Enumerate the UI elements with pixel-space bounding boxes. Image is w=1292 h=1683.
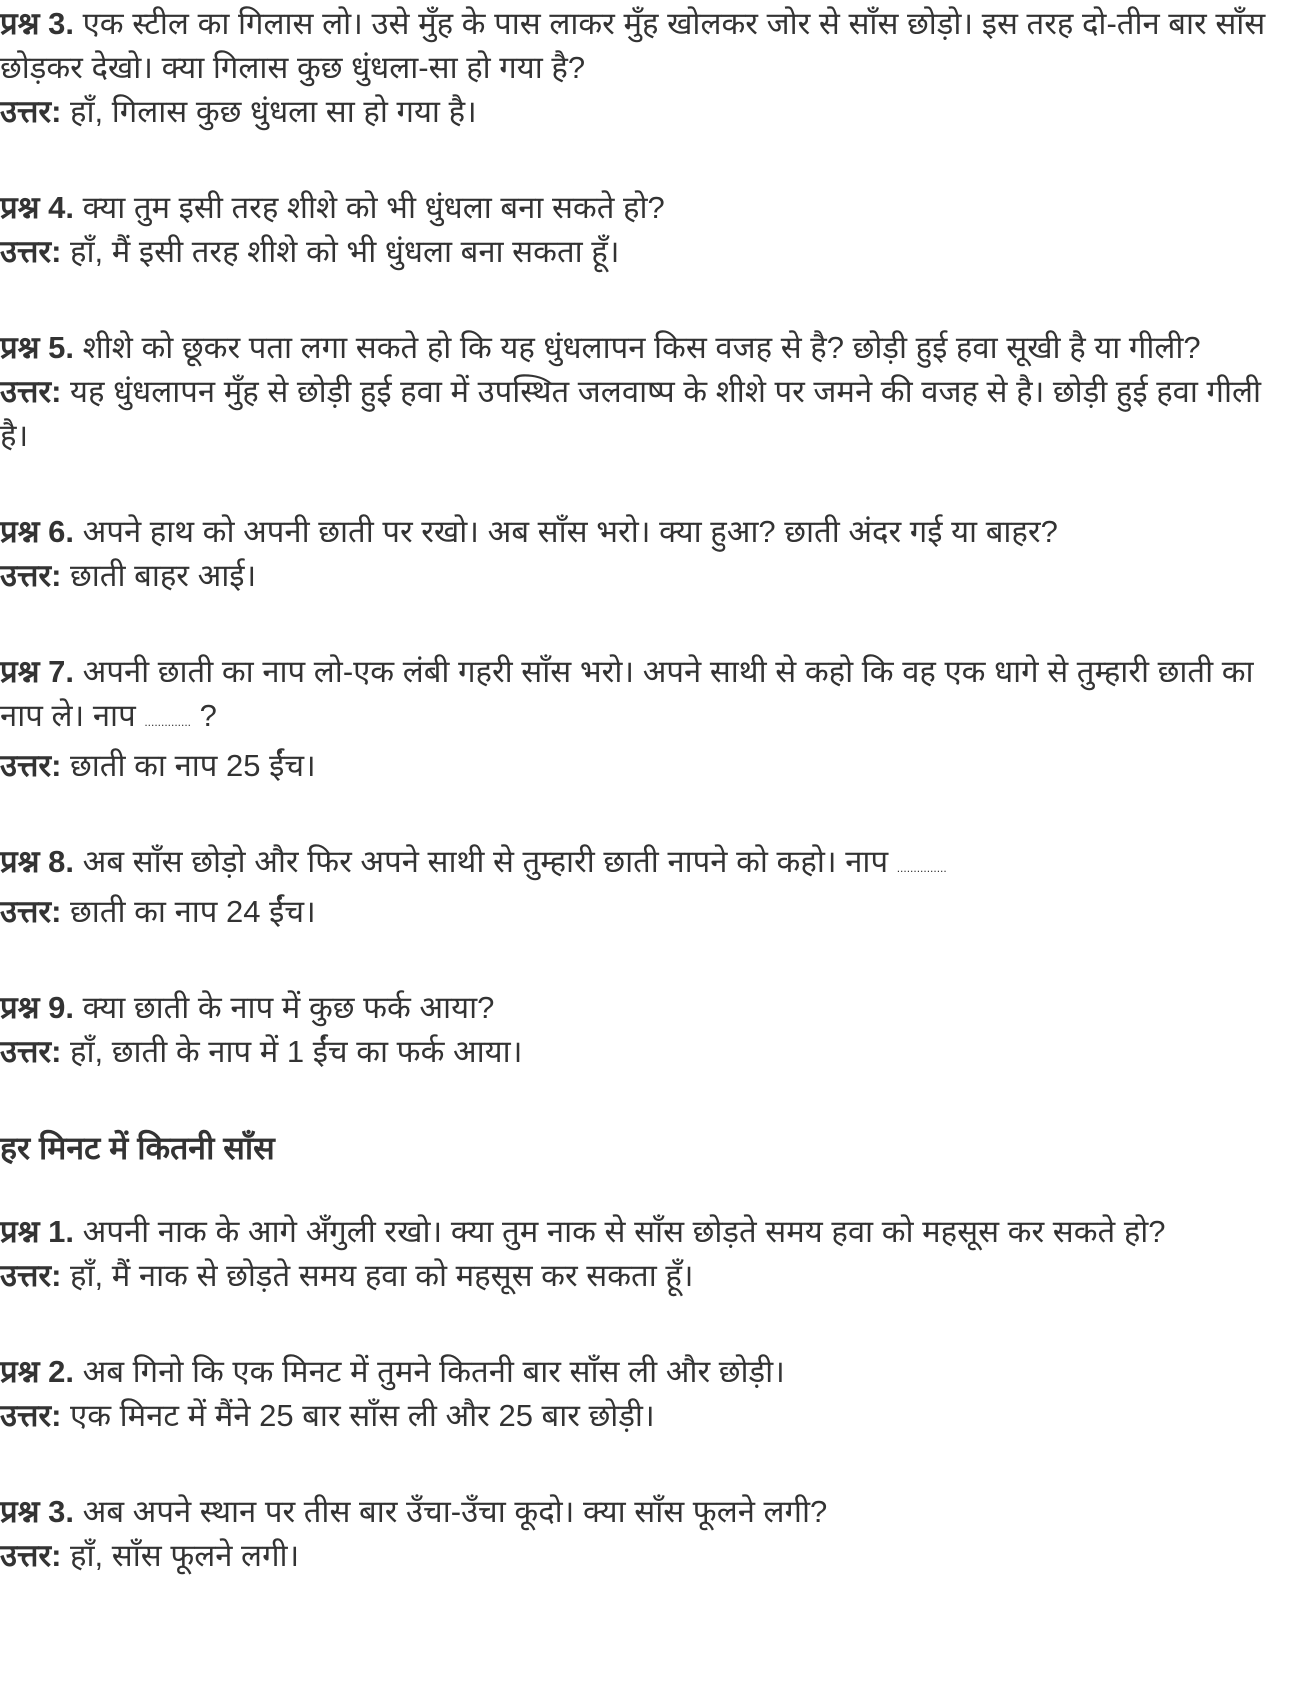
answer-blank: ...............	[896, 861, 947, 875]
question-label: प्रश्न 3.	[0, 6, 75, 41]
answer-text: हाँ, मैं नाक से छोड़ते समय हवा को महसूस कर सकता हूँ।	[70, 1258, 694, 1293]
question-text-after: ?	[191, 698, 217, 733]
answer-text: छाती बाहर आई।	[70, 558, 257, 593]
qa-block	[0, 2, 1292, 134]
answer-label: उत्तर:	[0, 1398, 62, 1433]
question-line	[0, 1490, 1292, 1534]
question-label: प्रश्न 4.	[0, 190, 75, 225]
answer-line	[0, 1534, 1292, 1578]
answer-line	[0, 1254, 1292, 1298]
answer-text: हाँ, साँस फूलने लगी।	[70, 1538, 300, 1573]
answer-text: एक मिनट में मैंने 25 बार साँस ली और 25 बार छोड़ी।	[70, 1398, 655, 1433]
answer-blank: ..............	[144, 715, 191, 729]
question-line	[0, 840, 1292, 890]
question-text: क्या छाती के नाप में कुछ फर्क आया?	[82, 990, 495, 1025]
answer-label: उत्तर:	[0, 894, 62, 929]
qa-block	[0, 326, 1292, 458]
question-line	[0, 2, 1292, 90]
answer-text: हाँ, गिलास कुछ धुंधला सा हो गया है।	[70, 94, 477, 129]
answer-line	[0, 1030, 1292, 1074]
question-label: प्रश्न 5.	[0, 330, 75, 365]
question-line	[0, 1210, 1292, 1254]
question-text: अपने हाथ को अपनी छाती पर रखो। अब साँस भरो। क्या हुआ? छाती अंदर गई या बाहर?	[82, 514, 1058, 549]
answer-line	[0, 230, 1292, 274]
answer-text: हाँ, छाती के नाप में 1 ईंच का फर्क आया।	[70, 1034, 523, 1069]
question-text: अब अपने स्थान पर तीस बार उँचा-उँचा कूदो। क्या साँस फूलने लगी?	[82, 1494, 828, 1529]
qa-block	[0, 986, 1292, 1074]
answer-label: उत्तर:	[0, 558, 62, 593]
question-text: अपनी नाक के आगे अँगुली रखो। क्या तुम नाक से साँस छोड़ते समय हवा को महसूस कर सकते हो?	[82, 1214, 1166, 1249]
answer-text: हाँ, मैं इसी तरह शीशे को भी धुंधला बना सकता हूँ।	[70, 234, 620, 269]
answer-label: उत्तर:	[0, 1034, 62, 1069]
qa-block	[0, 840, 1292, 934]
question-line	[0, 186, 1292, 230]
question-label: प्रश्न 2.	[0, 1354, 75, 1389]
answer-label: उत्तर:	[0, 94, 62, 129]
answer-line	[0, 744, 1292, 788]
question-text: एक स्टील का गिलास लो। उसे मुँह के पास लाकर मुँह खोलकर जोर से साँस छोड़ो। इस तरह दो-तीन बार साँस छोड़कर देखो। क्या गिलास कुछ धुंधला-सा हो गया है?	[0, 6, 1266, 85]
answer-line	[0, 554, 1292, 598]
answer-text: छाती का नाप 24 ईंच।	[70, 894, 316, 929]
question-text: क्या तुम इसी तरह शीशे को भी धुंधला बना सकते हो?	[82, 190, 665, 225]
answer-label: उत्तर:	[0, 1538, 62, 1573]
answer-label: उत्तर:	[0, 748, 62, 783]
qa-block	[0, 1490, 1292, 1578]
qa-block	[0, 1210, 1292, 1298]
qa-block	[0, 1350, 1292, 1438]
question-line	[0, 326, 1292, 370]
question-text: अपनी छाती का नाप लो-एक लंबी गहरी साँस भरो। अपने साथी से कहो कि वह एक धागे से तुम्हारी छाती का नाप ले। नाप	[0, 654, 1254, 733]
question-label: प्रश्न 1.	[0, 1214, 75, 1249]
answer-line	[0, 890, 1292, 934]
answer-line	[0, 90, 1292, 134]
question-label: प्रश्न 8.	[0, 844, 75, 879]
question-text: अब गिनो कि एक मिनट में तुमने कितनी बार साँस ली और छोड़ी।	[82, 1354, 785, 1389]
question-line	[0, 510, 1292, 554]
answer-text: यह धुंधलापन मुँह से छोड़ी हुई हवा में उपस्थित जलवाष्प के शीशे पर जमने की वजह से है। छोड़ी हुई हवा गीली है।	[0, 374, 1262, 453]
answer-label: उत्तर:	[0, 1258, 62, 1293]
answer-line	[0, 370, 1292, 458]
answer-line	[0, 1394, 1292, 1438]
qa-block	[0, 650, 1292, 788]
question-label: प्रश्न 7.	[0, 654, 75, 689]
section-heading: हर मिनट में कितनी साँस	[0, 1130, 275, 1166]
question-line	[0, 650, 1292, 744]
question-label: प्रश्न 6.	[0, 514, 75, 549]
answer-label: उत्तर:	[0, 374, 62, 409]
question-line	[0, 1350, 1292, 1394]
qa-block	[0, 510, 1292, 598]
question-label: प्रश्न 3.	[0, 1494, 75, 1529]
question-line	[0, 986, 1292, 1030]
question-text: अब साँस छोड़ो और फिर अपने साथी से तुम्हारी छाती नापने को कहो। नाप	[82, 844, 889, 879]
qa-block	[0, 186, 1292, 274]
question-text: शीशे को छूकर पता लगा सकते हो कि यह धुंधलापन किस वजह से है? छोड़ी हुई हवा सूखी है या गीली?	[82, 330, 1201, 365]
answer-text: छाती का नाप 25 ईंच।	[70, 748, 316, 783]
answer-label: उत्तर:	[0, 234, 62, 269]
question-label: प्रश्न 9.	[0, 990, 75, 1025]
